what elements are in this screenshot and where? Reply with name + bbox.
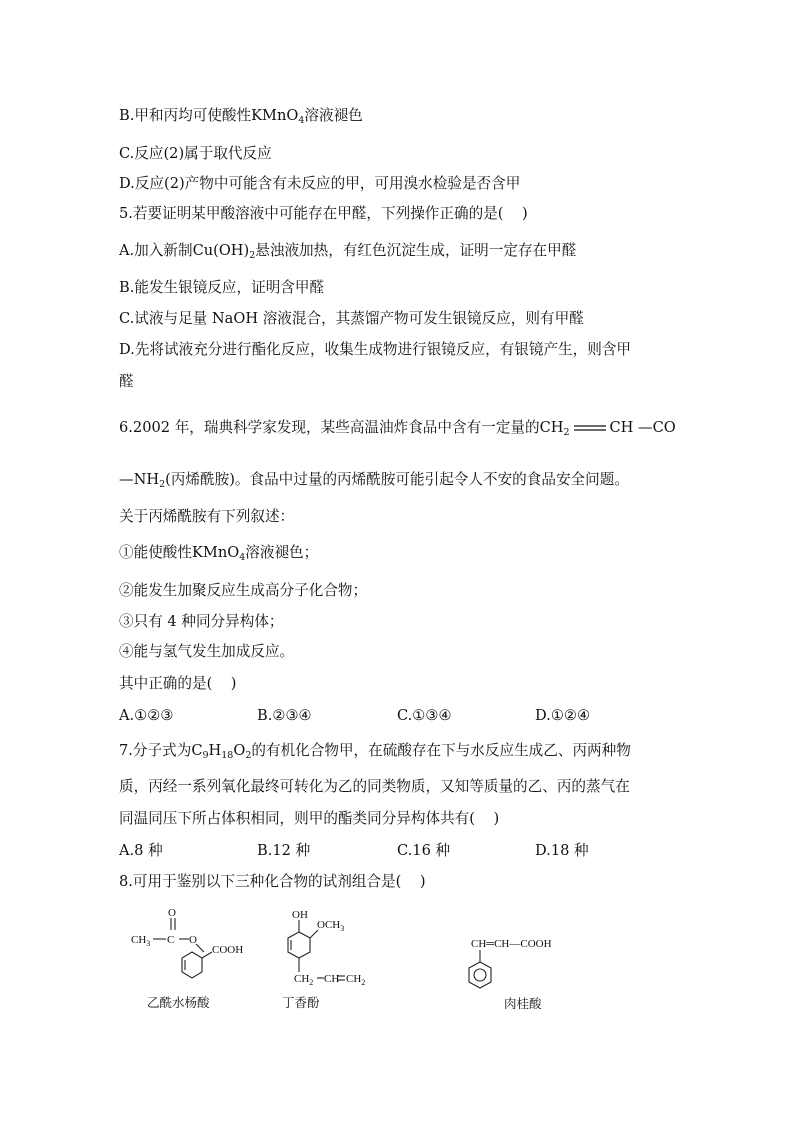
- q6-nh2-main: —NH: [119, 471, 160, 488]
- s1-text-end: 溶液褪色；: [245, 544, 319, 561]
- eugenol-ch2-b-sub: 2: [361, 978, 366, 987]
- q6-stem-line3: 关于丙烯酰胺有下列叙述：: [119, 508, 295, 525]
- eugenol-ch2-a-main: CH: [294, 973, 310, 985]
- q7-c: C: [191, 742, 203, 759]
- aspirin-o-top: O: [168, 907, 176, 919]
- cuoh-main: Cu(OH): [192, 242, 250, 259]
- q4b-text-end: 溶液褪色: [304, 107, 363, 124]
- cinnamic-caption: 肉桂酸: [504, 996, 542, 1011]
- q6-ch2-main: CH: [539, 419, 564, 436]
- q6-option-d: D.①②④: [535, 707, 591, 724]
- q7-text: 7.分子式为: [119, 742, 192, 759]
- eugenol-och3-sub: 3: [340, 924, 345, 933]
- aspirin-o-ring-bond: [196, 944, 204, 952]
- q5a-text-end: 悬浊液加热，有红色沉淀生成，证明一定存在甲醛: [255, 242, 577, 259]
- aspirin-cooh: COOH: [212, 944, 244, 956]
- eugenol-caption: 丁香酚: [282, 995, 320, 1010]
- aspirin-caption: 乙酰水杨酸: [147, 995, 210, 1010]
- q6-statement-3: ③只有 4 种同分异构体；: [119, 613, 284, 630]
- aspirin-ch3-sub: 3: [146, 939, 151, 948]
- aspirin-o: O: [189, 934, 197, 946]
- aspirin-c: C: [167, 934, 175, 946]
- eugenol-oh: OH: [292, 909, 308, 921]
- q6-ask: 其中正确的是( ): [119, 675, 237, 692]
- eugenol-och3-main: OCH: [317, 919, 341, 931]
- aspirin-ch3: [131, 934, 150, 948]
- eugenol-och3-bond: [310, 930, 318, 938]
- q5-option-d-line2: 醛: [119, 373, 134, 390]
- eugenol-ch2-a: [294, 973, 313, 987]
- q7-text-end: 的有机化合物甲，在硫酸存在下与水反应生成乙、丙两种物: [251, 742, 631, 759]
- q7-stem-line3: 同温同压下所占体积相同，则甲的酯类同分异构体共有( ): [119, 810, 500, 827]
- q7-option-b: B.12 种: [257, 842, 311, 859]
- q5a-text: A.加入新制: [119, 242, 193, 259]
- q4b-text: B.甲和丙均可使酸性: [119, 107, 252, 124]
- q7-option-a: A.8 种: [119, 842, 163, 859]
- q6-nh2-subscript: 2: [159, 479, 166, 490]
- kmno4-main: KMnO: [251, 107, 299, 124]
- eugenol-ch2-b-main: CH: [346, 973, 362, 985]
- q7-h: H: [208, 742, 222, 759]
- cinnamic-chain: CH═CH—COOH: [471, 938, 552, 950]
- q6-line2-text: (丙烯酰胺)。食品中过量的丙烯酰胺可能引起令人不安的食品安全问题。: [165, 471, 629, 488]
- q4-option-d: D.反应(2)产物中可能含有未反应的甲，可用溴水检验是否含甲: [119, 175, 521, 192]
- q7-c-sub: 9: [202, 750, 209, 761]
- cinnamic-benzene-ring: [469, 962, 491, 988]
- kmno4-b-subscript: 4: [239, 552, 246, 563]
- aspirin-ring-cooh-bond: [202, 952, 212, 958]
- kmno4-b-main: KMnO: [191, 544, 240, 561]
- q6-statement-2: ②能发生加聚反应生成高分子化合物；: [119, 582, 368, 599]
- eugenol-ch2-b: [346, 973, 365, 987]
- q5-stem: 5.若要证明某甲酸溶液中可能存在甲醛，下列操作正确的是( ): [119, 205, 528, 222]
- q7-o-sub: 2: [245, 750, 252, 761]
- q7-o: O: [233, 742, 246, 759]
- q8-stem: 8.可用于鉴别以下三种化合物的试剂组合是( ): [119, 873, 426, 890]
- q6-option-c: C.①③④: [397, 707, 452, 724]
- q7-h-sub: 18: [221, 750, 234, 761]
- q6-rest: CH —CO: [609, 419, 676, 436]
- q6-text: 6.2002 年，瑞典科学家发现，某些高温油炸食品中含有一定量的: [119, 419, 540, 436]
- q6-option-a: A.①②③: [119, 707, 174, 724]
- q6-ch2-subscript: 2: [563, 427, 570, 438]
- cuoh-subscript: 2: [249, 250, 256, 261]
- cinnamic-ring-circle: [474, 969, 486, 981]
- q5-option-d-line1: D.先将试液充分进行酯化反应，收集生成物进行银镜反应，有银镜产生，则含甲: [119, 341, 632, 358]
- eugenol-och3: [317, 919, 344, 933]
- q4-option-c: C.反应(2)属于取代反应: [119, 145, 272, 162]
- aspirin-ch3-main: CH: [131, 934, 147, 946]
- q7-option-c: C.16 种: [397, 842, 451, 859]
- q5-option-c: C.试液与足量 NaOH 溶液混合，其蒸馏产物可发生银镜反应，则有甲醛: [119, 310, 584, 327]
- eugenol-ch: CH: [324, 973, 340, 985]
- q7-stem-line2: 质，丙经一系列氧化最终可转化为乙的同类物质，又知等质量的乙、丙的蒸气在: [119, 778, 630, 795]
- q6-option-b: B.②③④: [257, 707, 312, 724]
- q7-option-d: D.18 种: [535, 842, 589, 859]
- q6-statement-4: ④能与氢气发生加成反应。: [119, 643, 295, 660]
- s1-text: ①能使酸性: [119, 544, 192, 561]
- q5-option-b: B.能发生银镜反应，证明含甲醛: [119, 279, 325, 296]
- kmno4-subscript: 4: [298, 115, 305, 126]
- eugenol-ch2-a-sub: 2: [309, 978, 314, 987]
